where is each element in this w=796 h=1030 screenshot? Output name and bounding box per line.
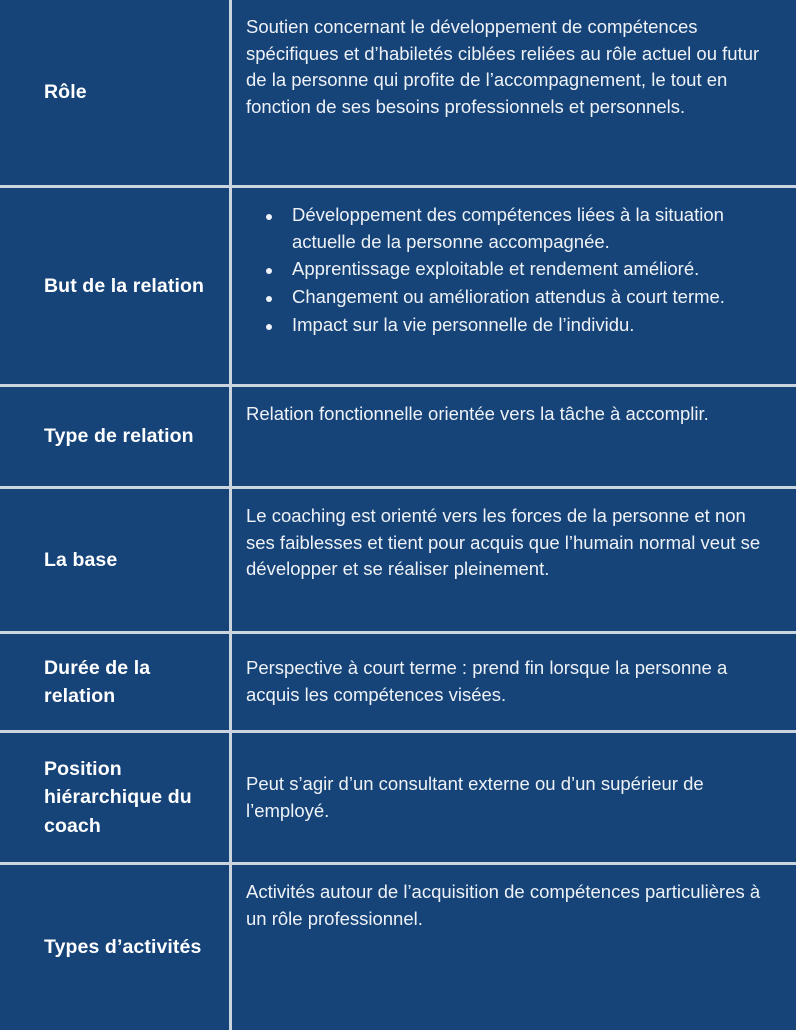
table-row — [0, 634, 796, 733]
row-label-duree-de-la-relation — [0, 634, 232, 730]
bullet-dot-icon — [266, 324, 272, 330]
table-row — [0, 489, 796, 634]
row-label-role — [0, 0, 232, 185]
table-row — [0, 865, 796, 1030]
row-content-position-hierarchique-du-coach — [232, 733, 796, 862]
row-label-position-hierarchique-du-coach — [0, 733, 232, 862]
row-content-text: Soutien concernant le développement de compétences spécifiques et d’habiletés ciblées reliées au rôle actuel ou futur de la personne qui profite de l’accompagnement, le tout en fonction de ses besoins professionnels et personnels. — [246, 16, 760, 117]
row-label-type-de-relation — [0, 387, 232, 486]
row-content-la-base — [232, 489, 796, 631]
list-item — [246, 256, 770, 283]
row-content-role — [232, 0, 796, 185]
bullet-dot-icon — [266, 296, 272, 302]
bullet-dot-icon — [266, 214, 272, 220]
list-item-text: Impact sur la vie personnelle de l’individu. — [292, 313, 635, 335]
row-content-text: Activités autour de l’acquisition de compétences particulières à un rôle professionnel. — [246, 881, 761, 929]
row-label-text: Type de relation — [44, 425, 194, 448]
list-item-text: Développement des compétences liées à la situation actuelle de la personne accompagnée. — [292, 204, 724, 252]
row-content-but-de-la-relation — [232, 188, 796, 384]
row-label-types-d-activites — [0, 865, 232, 1030]
row-content-type-de-relation — [232, 387, 796, 486]
table-row — [0, 733, 796, 865]
row-content-text: Relation fonctionnelle orientée vers la tâche à accomplir. — [246, 403, 709, 424]
row-content-duree-de-la-relation — [232, 634, 796, 730]
list-item — [246, 202, 770, 255]
row-label-text: Types d’activités — [44, 936, 202, 959]
table-row — [0, 188, 796, 387]
row-label-but-de-la-relation — [0, 188, 232, 384]
list-item — [246, 284, 770, 311]
table-row — [0, 387, 796, 489]
list-item — [246, 312, 770, 339]
bullet-list — [246, 202, 770, 339]
table-row — [0, 0, 796, 188]
list-item-text: Changement ou amélioration attendus à court terme. — [292, 285, 725, 307]
row-label-text: La base — [44, 548, 118, 571]
row-content-text: Le coaching est orienté vers les forces de la personne et non ses faiblesses et tient pour acquis que l’humain normal veut se développer et se réaliser pleinement. — [246, 505, 761, 580]
row-label-la-base — [0, 489, 232, 631]
row-label-text: Rôle — [44, 81, 87, 104]
row-content-text: Perspective à court terme : prend fin lorsque la personne a acquis les compétences visées. — [246, 657, 728, 705]
bullet-dot-icon — [266, 268, 272, 274]
row-label-text: But de la relation — [44, 274, 204, 297]
list-item-text: Apprentissage exploitable et rendement amélioré. — [292, 258, 700, 280]
row-content-text: Peut s’agir d’un consultant externe ou d’un supérieur de l’employé. — [246, 772, 704, 821]
row-content-types-d-activites — [232, 865, 796, 1030]
row-label-text: Durée de la relation — [44, 656, 151, 707]
row-label-text: Position hiérarchique du coach — [44, 758, 192, 837]
